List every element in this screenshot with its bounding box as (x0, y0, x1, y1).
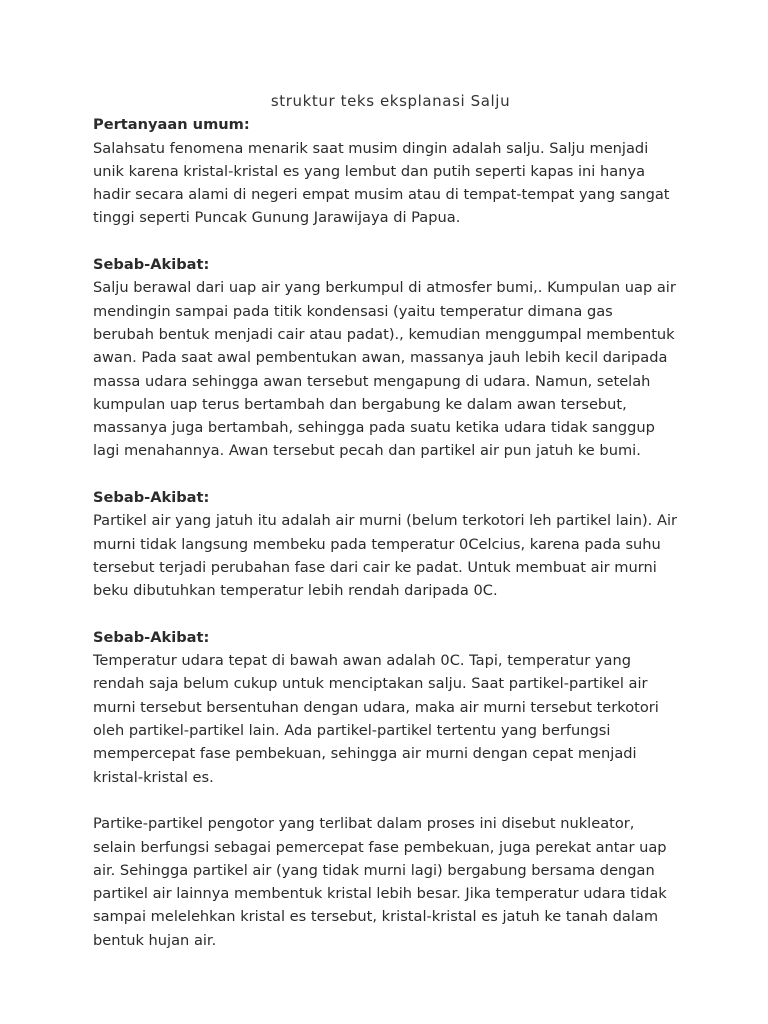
document-page (93, 90, 678, 975)
section-heading: Sebab-Akibat: (93, 256, 210, 274)
section-paragraph: Salahsatu fenomena menarik saat musim dingin adalah salju. Salju menjadi unik karena kristal-kristal es yang lembut dan putih seperti kapas ini hanya hadir secara alami di negeri empat musim atau di tempat-tempat yang sangat tinggi seperti Puncak Gunung Jarawijaya di Papua. (93, 139, 670, 227)
document-title: struktur teks eksplanasi Salju (270, 92, 511, 110)
section-heading: Sebab-Akibat: (93, 489, 210, 507)
section-sebab-akibat-3 (93, 626, 678, 789)
section-pertanyaan-umum (93, 113, 678, 229)
section-heading: Pertanyaan umum: (93, 116, 250, 134)
section-nukleator (93, 812, 678, 952)
section-sebab-akibat-1 (93, 253, 678, 463)
section-paragraph: Partikel air yang jatuh itu adalah air murni (belum terkotori leh partikel lain). Air murni tidak langsung membeku pada temperatur 0Celcius, karena pada suhu tersebut terjadi perubahan fase dari cair ke padat. Untuk membuat air murni beku dibutuhkan temperatur lebih rendah daripada 0C. (93, 512, 677, 600)
section-heading: Sebab-Akibat: (93, 628, 210, 646)
section-paragraph: Partike-partikel pengotor yang terlibat dalam proses ini disebut nukleator, selain berfungsi sebagai pemercepat fase pembekuan, juga perekat antar uap air. Sehingga partikel air (yang tidak murni lagi) bergabung bersama dengan partikel air lainnya membentuk kristal lebih besar. Jika temperatur udara tidak sampai melelehkan kristal es tersebut, kristal-kristal es jatuh ke tanah dalam bentuk hujan air. (93, 815, 667, 949)
section-paragraph: Temperatur udara tepat di bawah awan adalah 0C. Tapi, temperatur yang rendah saja belum cukup untuk menciptakan salju. Saat partikel-partikel air murni tersebut bersentuhan dengan udara, maka air murni tersebut terkotori oleh partikel-partikel lain. Ada partikel-partikel tertentu yang berfungsi mempercepat fase pembekuan, sehingga air murni dengan cepat menjadi kristal-kristal es. (93, 652, 659, 786)
section-sebab-akibat-2 (93, 486, 678, 602)
section-paragraph: Salju berawal dari uap air yang berkumpul di atmosfer bumi,. Kumpulan uap air mendingin sampai pada titik kondensasi (yaitu temperatur dimana gas berubah bentuk menjadi cair atau padat)., kemudian menggumpal membentuk awan. Pada saat awal pembentukan awan, massanya jauh lebih kecil daripada massa udara sehingga awan tersebut mengapung di udara. Namun, setelah kumpulan uap terus bertambah dan bergabung ke dalam awan tersebut, massanya juga bertambah, sehingga pada suatu ketika udara tidak sanggup lagi menahannya. Awan tersebut pecah dan partikel air pun jatuh ke bumi. (93, 279, 676, 460)
